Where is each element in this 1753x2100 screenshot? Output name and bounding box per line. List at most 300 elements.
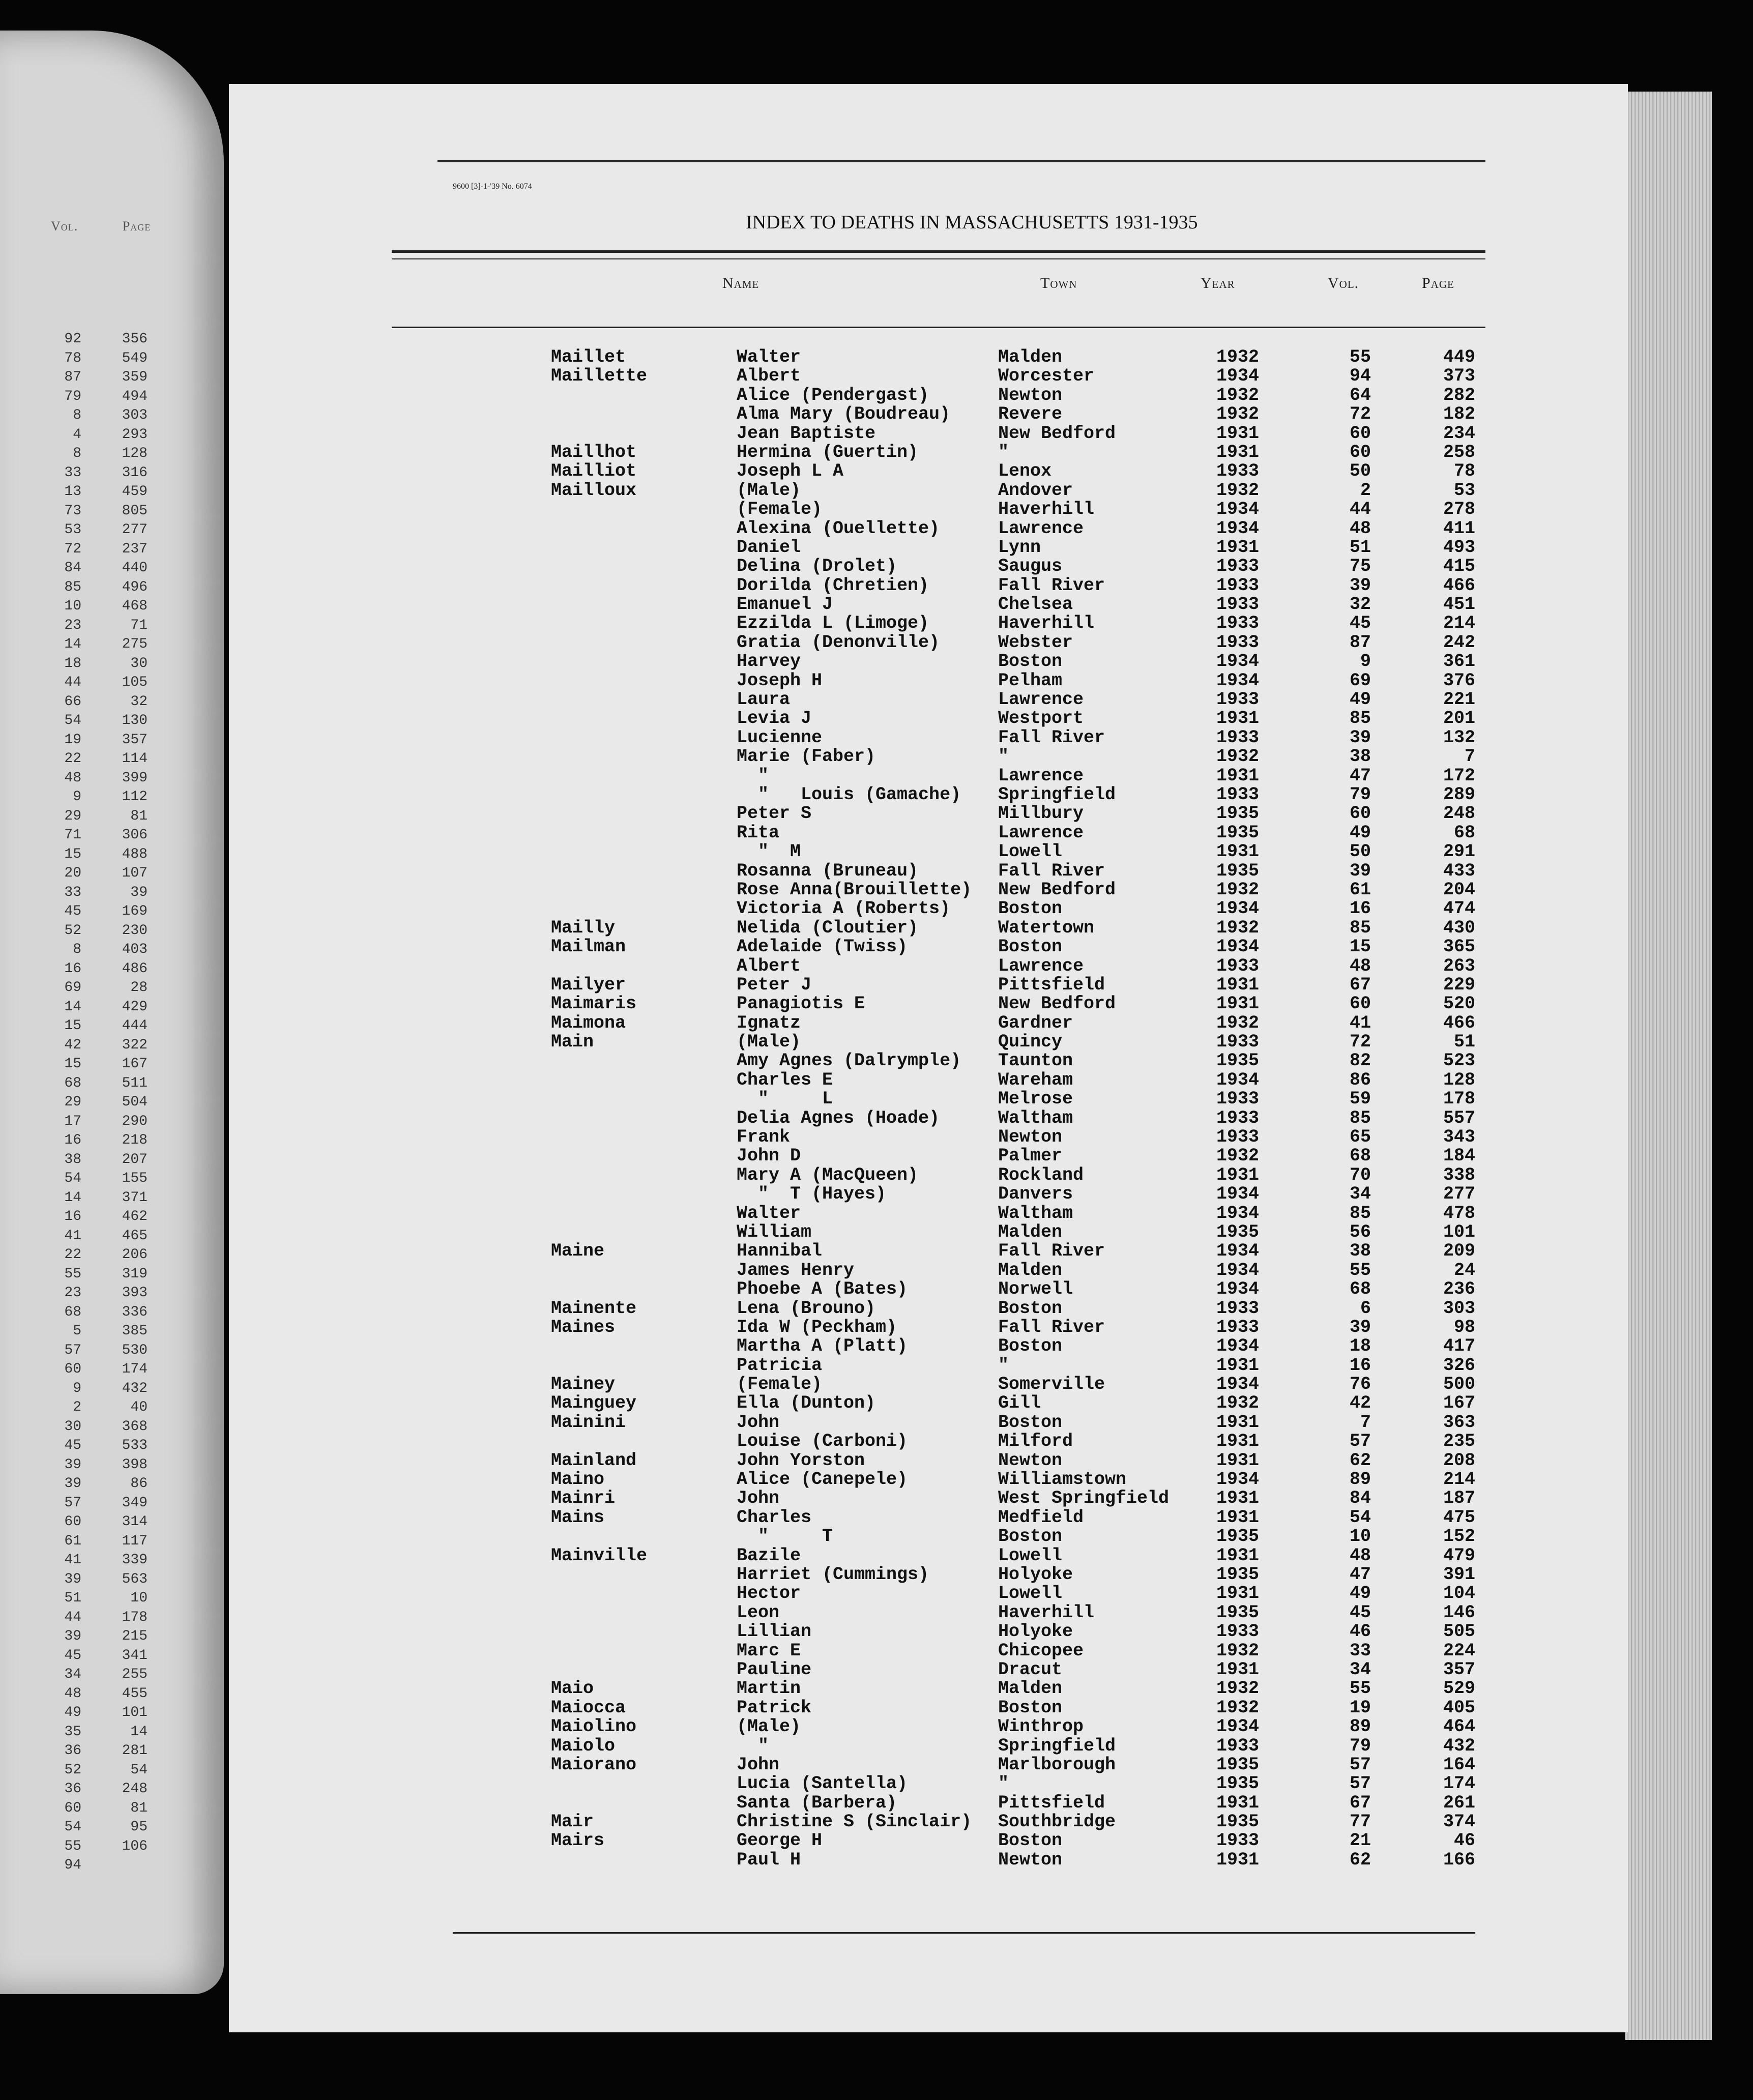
volume: 49 <box>1349 822 1371 843</box>
given-name: Hannibal <box>737 1241 823 1262</box>
town: Webster <box>998 632 1073 653</box>
page-number: 221 <box>1443 689 1475 710</box>
table-row <box>0 1223 1753 1242</box>
volume: 39 <box>1349 575 1371 596</box>
town: Lowell <box>998 1545 1063 1566</box>
given-name: Joseph L A <box>737 461 844 482</box>
left-page-entry: 359 <box>122 369 148 385</box>
surname: Maillhot <box>551 442 637 462</box>
volume: 44 <box>1349 499 1371 520</box>
table-row <box>0 1299 1753 1318</box>
header-rule-bottom <box>392 327 1485 328</box>
surname: Mains <box>551 1507 605 1528</box>
year: 1933 <box>1216 1032 1259 1053</box>
table-row <box>0 1642 1753 1660</box>
volume: 32 <box>1349 594 1371 615</box>
page-number: 361 <box>1443 651 1475 672</box>
town: Springfield <box>998 1735 1116 1756</box>
table-row <box>0 1375 1753 1394</box>
table-row <box>0 899 1753 918</box>
given-name: Lillian <box>737 1621 812 1642</box>
table-row <box>0 1451 1753 1470</box>
year: 1932 <box>1216 1678 1259 1699</box>
table-row <box>0 1071 1753 1090</box>
year: 1934 <box>1216 1374 1259 1395</box>
page-number: 166 <box>1443 1849 1475 1870</box>
town: Chelsea <box>998 594 1073 615</box>
given-name: Alice (Pendergast) <box>737 385 929 405</box>
page-number: 529 <box>1443 1678 1475 1699</box>
page-number: 242 <box>1443 632 1475 653</box>
header-rule-top-thin <box>392 258 1485 259</box>
given-name: Alexina (Ouellette) <box>737 518 940 539</box>
volume: 45 <box>1349 613 1371 634</box>
town: Gill <box>998 1393 1041 1414</box>
volume: 9 <box>1360 651 1371 672</box>
left-vol-entry: 29 <box>64 808 81 824</box>
page-number: 101 <box>1443 1221 1475 1242</box>
table-row <box>0 1813 1753 1831</box>
left-page-entry: 130 <box>122 713 148 728</box>
table-row <box>0 1413 1753 1432</box>
left-page-entry: 32 <box>130 693 148 710</box>
year: 1931 <box>1216 1849 1259 1870</box>
left-vol-entry: 66 <box>64 693 81 710</box>
left-vol-entry: 5 <box>73 1323 81 1339</box>
left-page-entry: 465 <box>122 1228 148 1244</box>
surname: Maillette <box>551 366 648 387</box>
given-name: John Yorston <box>737 1450 865 1471</box>
table-row <box>0 1337 1753 1356</box>
year: 1931 <box>1216 1545 1259 1566</box>
given-name: " <box>737 1735 769 1756</box>
year: 1933 <box>1216 1735 1259 1756</box>
left-page-entry: 39 <box>130 884 148 900</box>
town: Fall River <box>998 1241 1105 1262</box>
town: Gardner <box>998 1012 1073 1033</box>
year: 1935 <box>1216 1564 1259 1585</box>
left-vol-entry: 22 <box>64 1247 81 1263</box>
left-vol-entry: 15 <box>64 846 81 862</box>
left-page-entry: 563 <box>122 1571 148 1587</box>
year: 1935 <box>1216 1526 1259 1547</box>
volume: 85 <box>1349 1107 1371 1128</box>
left-vol-entry: 87 <box>64 369 81 385</box>
page-number: 303 <box>1443 1298 1475 1319</box>
volume: 60 <box>1349 423 1371 444</box>
page-number: 132 <box>1443 727 1475 748</box>
given-name: Peter J <box>737 974 812 995</box>
given-name: Lucia (Santella) <box>737 1773 908 1794</box>
town: Dracut <box>998 1659 1063 1680</box>
left-page-entry: 277 <box>122 522 148 538</box>
left-page-entry: 368 <box>122 1418 148 1435</box>
table-row <box>0 1584 1753 1603</box>
given-name: Patrick <box>737 1697 812 1718</box>
town: Fall River <box>998 727 1105 748</box>
volume: 89 <box>1349 1716 1371 1737</box>
volume: 51 <box>1349 537 1371 558</box>
year: 1931 <box>1216 1792 1259 1813</box>
town: Boston <box>998 651 1063 672</box>
page-number: 104 <box>1443 1583 1475 1604</box>
page-number: 278 <box>1443 499 1475 520</box>
surname: Maino <box>551 1469 605 1490</box>
left-page-entry: 105 <box>122 675 148 690</box>
left-vol-entry: 60 <box>64 1514 81 1530</box>
volume: 72 <box>1349 1032 1371 1053</box>
surname: Mailloux <box>551 480 637 501</box>
town: Lawrence <box>998 822 1084 843</box>
town: Springfield <box>998 784 1116 805</box>
left-vol-entry: 14 <box>64 636 81 652</box>
left-vol-entry: 41 <box>64 1228 81 1244</box>
page-number: 164 <box>1443 1754 1475 1775</box>
left-page-entry: 290 <box>122 1113 148 1129</box>
year: 1933 <box>1216 689 1259 710</box>
left-vol-entry: 23 <box>64 1285 81 1301</box>
page-number: 417 <box>1443 1336 1475 1357</box>
table-row <box>0 804 1753 823</box>
surname: Maimaris <box>551 994 637 1014</box>
town: Palmer <box>998 1146 1063 1166</box>
left-vol-entry: 49 <box>64 1705 81 1720</box>
table-row <box>0 785 1753 804</box>
page-number: 493 <box>1443 537 1475 558</box>
page-number: 291 <box>1443 841 1475 862</box>
year: 1933 <box>1216 1089 1259 1110</box>
town: Boston <box>998 898 1063 919</box>
left-vol-entry: 14 <box>64 999 81 1015</box>
page-number: 235 <box>1443 1431 1475 1452</box>
table-row <box>0 1318 1753 1337</box>
year: 1932 <box>1216 1640 1259 1661</box>
volume: 39 <box>1349 1317 1371 1337</box>
left-vol-entry: 39 <box>64 1571 81 1587</box>
table-row <box>0 386 1753 405</box>
page-number: 214 <box>1443 613 1475 634</box>
town: Melrose <box>998 1089 1073 1110</box>
given-name: Walter <box>737 347 801 367</box>
town: Boston <box>998 1412 1063 1433</box>
volume: 76 <box>1349 1374 1371 1395</box>
left-vol-entry: 18 <box>64 655 81 672</box>
town: Holyoke <box>998 1564 1073 1585</box>
year: 1934 <box>1216 499 1259 520</box>
table-row <box>0 1851 1753 1870</box>
table-row <box>0 1261 1753 1280</box>
table-row <box>0 1394 1753 1413</box>
table-row <box>0 976 1753 995</box>
year: 1935 <box>1216 1602 1259 1623</box>
given-name: Ignatz <box>737 1012 801 1033</box>
year: 1934 <box>1216 518 1259 539</box>
town: Boston <box>998 1336 1063 1357</box>
page-number: 338 <box>1443 1164 1475 1185</box>
year: 1933 <box>1216 556 1259 577</box>
left-vol-entry: 8 <box>73 942 81 957</box>
given-name: (Female) <box>737 1374 823 1395</box>
table-row <box>0 1242 1753 1261</box>
town: Boston <box>998 1830 1063 1851</box>
volume: 2 <box>1360 480 1371 501</box>
left-page-entry: 293 <box>122 426 148 443</box>
left-vol-header: Vol. <box>51 219 78 234</box>
given-name: Marc E <box>737 1640 801 1661</box>
surname: Mair <box>551 1812 594 1832</box>
given-name: John <box>737 1412 780 1433</box>
left-vol-entry: 38 <box>64 1151 81 1168</box>
given-name: Alice (Canepele) <box>737 1469 908 1490</box>
table-row <box>0 1774 1753 1793</box>
given-name: Emanuel J <box>737 594 833 615</box>
given-name: Rita <box>737 822 780 843</box>
table-row <box>0 348 1753 367</box>
surname: Mainey <box>551 1374 616 1395</box>
volume: 57 <box>1349 1773 1371 1794</box>
left-vol-entry: 35 <box>64 1724 81 1740</box>
year: 1934 <box>1216 1203 1259 1223</box>
left-page-entry: 440 <box>122 560 148 576</box>
page-number: 201 <box>1443 708 1475 729</box>
given-name: Bazile <box>737 1545 801 1566</box>
given-name: Ida W (Peckham) <box>737 1317 897 1337</box>
town: Southbridge <box>998 1812 1116 1832</box>
volume: 85 <box>1349 1203 1371 1223</box>
volume: 47 <box>1349 1564 1371 1585</box>
left-page-entry: 178 <box>122 1609 148 1625</box>
year: 1934 <box>1216 1716 1259 1737</box>
left-vol-entry: 60 <box>64 1361 81 1377</box>
page-number: 365 <box>1443 937 1475 957</box>
town: Fall River <box>998 1317 1105 1337</box>
given-name: Ella (Dunton) <box>737 1393 876 1414</box>
left-vol-entry: 39 <box>64 1628 81 1644</box>
town: Danvers <box>998 1184 1073 1205</box>
table-row <box>0 1831 1753 1850</box>
left-page-entry: 403 <box>122 942 148 957</box>
volume: 59 <box>1349 1089 1371 1110</box>
year: 1933 <box>1216 784 1259 805</box>
table-row <box>0 443 1753 462</box>
town: Boston <box>998 1526 1063 1547</box>
surname: Mainguey <box>551 1393 637 1414</box>
year: 1931 <box>1216 765 1259 786</box>
given-name: Albert <box>737 955 801 976</box>
given-name: Mary A (MacQueen) <box>737 1164 919 1185</box>
given-name: Rosanna (Bruneau) <box>737 860 919 881</box>
town: Newton <box>998 1450 1063 1471</box>
given-name: Lena (Brouno) <box>737 1298 876 1319</box>
volume: 77 <box>1349 1812 1371 1832</box>
left-vol-entry: 36 <box>64 1743 81 1759</box>
page-number: 7 <box>1464 746 1475 767</box>
given-name: Laura <box>737 689 791 710</box>
page-number: 391 <box>1443 1564 1475 1585</box>
page-number: 479 <box>1443 1545 1475 1566</box>
year: 1934 <box>1216 1469 1259 1490</box>
page-number: 229 <box>1443 974 1475 995</box>
surname: Mairs <box>551 1830 605 1851</box>
surname: Mainente <box>551 1298 637 1319</box>
table-row <box>0 1489 1753 1508</box>
volume: 33 <box>1349 1640 1371 1661</box>
left-page-entry: 488 <box>122 846 148 862</box>
given-name: Santa (Barbera) <box>737 1792 897 1813</box>
left-vol-entry: 8 <box>73 446 81 461</box>
given-name: Marie (Faber) <box>737 746 876 767</box>
volume: 67 <box>1349 974 1371 995</box>
left-page-entry: 206 <box>122 1247 148 1263</box>
page-number: 53 <box>1453 480 1475 501</box>
year: 1932 <box>1216 879 1259 900</box>
table-row <box>0 462 1753 481</box>
town: Boston <box>998 937 1063 957</box>
volume: 6 <box>1360 1298 1371 1319</box>
table-row <box>0 1547 1753 1565</box>
left-page-entry: 496 <box>122 579 148 595</box>
volume: 65 <box>1349 1127 1371 1148</box>
given-name: George H <box>737 1830 823 1851</box>
left-vol-entry: 20 <box>64 865 81 881</box>
left-vol-entry: 45 <box>64 903 81 919</box>
page-number: 500 <box>1443 1374 1475 1395</box>
left-vol-entry: 17 <box>64 1113 81 1129</box>
left-page-entry: 155 <box>122 1171 148 1186</box>
table-row <box>0 728 1753 747</box>
given-name: " L <box>737 1089 833 1110</box>
page-number: 466 <box>1443 575 1475 596</box>
table-row <box>0 824 1753 842</box>
left-page-header-label: Page <box>122 219 151 234</box>
town: Malden <box>998 1678 1063 1699</box>
left-vol-entry: 42 <box>64 1037 81 1053</box>
year: 1931 <box>1216 423 1259 444</box>
surname: Maiorano <box>551 1754 637 1775</box>
volume: 60 <box>1349 803 1371 824</box>
left-page-entry: 237 <box>122 541 148 557</box>
table-row <box>0 1014 1753 1033</box>
left-page-entry: 486 <box>122 960 148 977</box>
year-header: Year <box>1201 275 1235 291</box>
table-row <box>0 576 1753 595</box>
town: Lowell <box>998 1583 1063 1604</box>
volume: 64 <box>1349 385 1371 405</box>
table-row <box>0 1679 1753 1698</box>
left-page-entry: 511 <box>122 1075 148 1091</box>
year: 1932 <box>1216 1012 1259 1033</box>
table-row <box>0 1090 1753 1109</box>
left-page-entry: 805 <box>122 503 148 519</box>
left-page-header <box>51 219 191 234</box>
volume: 57 <box>1349 1431 1371 1452</box>
town: Malden <box>998 347 1063 367</box>
table-row <box>0 1756 1753 1774</box>
volume: 7 <box>1360 1412 1371 1433</box>
town: Revere <box>998 404 1063 425</box>
table-row <box>0 881 1753 899</box>
town: Malden <box>998 1260 1063 1280</box>
surname: Mailliot <box>551 461 637 482</box>
left-vol-entry: 15 <box>64 1018 81 1034</box>
town: Pelham <box>998 670 1063 691</box>
page-number: 146 <box>1443 1602 1475 1623</box>
table-row <box>0 1356 1753 1375</box>
left-page-entry: 494 <box>122 388 148 404</box>
left-page-entry: 117 <box>122 1533 148 1549</box>
volume: 48 <box>1349 1545 1371 1566</box>
left-page-entry: 459 <box>122 484 148 500</box>
town: Saugus <box>998 556 1063 577</box>
town: " <box>998 1773 1009 1794</box>
page-number: 172 <box>1443 765 1475 786</box>
town: Waltham <box>998 1203 1073 1223</box>
year: 1932 <box>1216 347 1259 367</box>
year: 1933 <box>1216 1107 1259 1128</box>
year: 1935 <box>1216 803 1259 824</box>
left-vol-entry: 71 <box>64 827 81 843</box>
left-vol-entry: 53 <box>64 522 81 538</box>
given-name: Panagiotis E <box>737 994 865 1014</box>
top-rule <box>437 160 1485 162</box>
volume: 84 <box>1349 1488 1371 1509</box>
given-name: (Male) <box>737 1716 801 1737</box>
given-name: Daniel <box>737 537 801 558</box>
left-page-entry: 549 <box>122 350 148 366</box>
surname: Mailly <box>551 917 616 938</box>
header-rule-top <box>392 250 1485 253</box>
given-name: " Louis (Gamache) <box>737 784 961 805</box>
left-vol-entry: 92 <box>64 331 81 347</box>
left-page-entry: 303 <box>122 407 148 423</box>
given-name: Lucienne <box>737 727 823 748</box>
left-vol-entry: 16 <box>64 1209 81 1224</box>
volume: 45 <box>1349 1602 1371 1623</box>
page-number: 363 <box>1443 1412 1475 1433</box>
year: 1933 <box>1216 575 1259 596</box>
page-number: 261 <box>1443 1792 1475 1813</box>
given-name: John <box>737 1754 780 1775</box>
volume: 60 <box>1349 442 1371 462</box>
town-header: Town <box>1040 275 1077 291</box>
volume: 18 <box>1349 1336 1371 1357</box>
given-name: Walter <box>737 1203 801 1223</box>
town: Haverhill <box>998 613 1095 634</box>
surname: Mainini <box>551 1412 626 1433</box>
volume: 39 <box>1349 860 1371 881</box>
left-page-entry: 28 <box>130 980 148 996</box>
page-number: 263 <box>1443 955 1475 976</box>
given-name: Hector <box>737 1583 801 1604</box>
town: Taunton <box>998 1051 1073 1071</box>
left-vol-entry: 51 <box>64 1590 81 1606</box>
town: Somerville <box>998 1374 1105 1395</box>
volume: 49 <box>1349 689 1371 710</box>
left-vol-entry: 54 <box>64 1819 81 1835</box>
volume: 85 <box>1349 708 1371 729</box>
table-row <box>0 367 1753 386</box>
year: 1932 <box>1216 480 1259 501</box>
page-number: 98 <box>1453 1317 1475 1337</box>
left-vol-entry: 69 <box>64 980 81 996</box>
volume: 21 <box>1349 1830 1371 1851</box>
left-page-entry: 230 <box>122 922 148 939</box>
town: Pittsfield <box>998 1792 1105 1813</box>
page-number: 184 <box>1443 1146 1475 1166</box>
table-row <box>0 1280 1753 1299</box>
year: 1932 <box>1216 1146 1259 1166</box>
year: 1932 <box>1216 385 1259 405</box>
